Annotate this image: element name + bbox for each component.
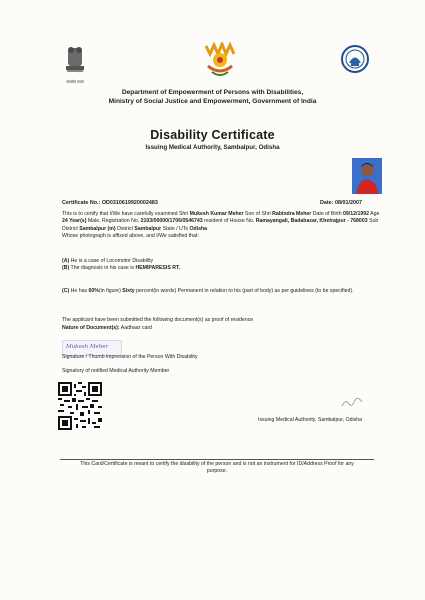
- signature-caption: Signature / Thumb impression of the Person With Disability: [62, 354, 198, 360]
- national-emblem-icon: [64, 44, 86, 80]
- issuing-authority-subtitle: Issuing Medical Authority, Sambalpur, Odisha: [145, 144, 280, 151]
- finding-a: (A) He is a case of Locomotor Disability: [62, 258, 154, 264]
- certificate-date: Date: 08/01/2007: [320, 200, 362, 206]
- footer-disclaimer: This Card/Certificate is meant to certify the disability of the person and is not an instrument for ID/Address Proof for any purpose.: [80, 461, 354, 474]
- footer-divider: [60, 459, 374, 460]
- emblem-caption: सत्यमेव जयते: [66, 80, 84, 84]
- person-signature: Mukesh Meher: [62, 340, 122, 356]
- finding-c: (C) He has 60%(in figure) Sixty percent(in words) Permanent in relation to his (part of body) as per guidelines (to be specified).: [62, 288, 354, 294]
- person-photograph: [352, 158, 382, 194]
- finding-b: (B) The diagnosis in his case is HEMIPARESIS RT.: [62, 265, 181, 271]
- issuing-authority-sign-label: Issuing Medical Authority, Sambalpur, Odisha: [258, 417, 362, 423]
- certificate-title: Disability Certificate: [150, 128, 275, 142]
- department-header: Department of Empowerment of Persons with Disabilities, Ministry of Social Justice and Empowerment, Government of India: [108, 89, 317, 105]
- qr-code: [58, 382, 102, 430]
- document-nature: Nature of Document(s): Aadhaar card: [62, 325, 152, 331]
- authority-signature-mark: [340, 394, 366, 415]
- residence-proof-line: The applicant have been submitted the following document(s) as proof of residence: [62, 317, 254, 323]
- certificate-number: Certificate No.: OD0310619920002483: [62, 200, 158, 206]
- certification-paragraph: This is to certify that I/We have carefully examined Shri Mukesh Kumar Meher Son of Shri Rabindra Meher Date of Birth 09/12/1992 Age 24 Year(s) Male, Registration No. 2103/00000/1706/0546743 resident of House No. Ramayangali, Badabazar, Khetrajpur - 768003 Sub District Sambalpur (m) District Sambalpur State / UTs Odisha Whose photograph is affixed above, and I/We satisfied that:: [62, 211, 380, 240]
- authority-member-caption: Signatory of notified Medical Authority Member: [62, 368, 170, 374]
- accessible-india-logo-icon: [200, 42, 240, 78]
- odisha-govt-seal-icon: [340, 44, 370, 74]
